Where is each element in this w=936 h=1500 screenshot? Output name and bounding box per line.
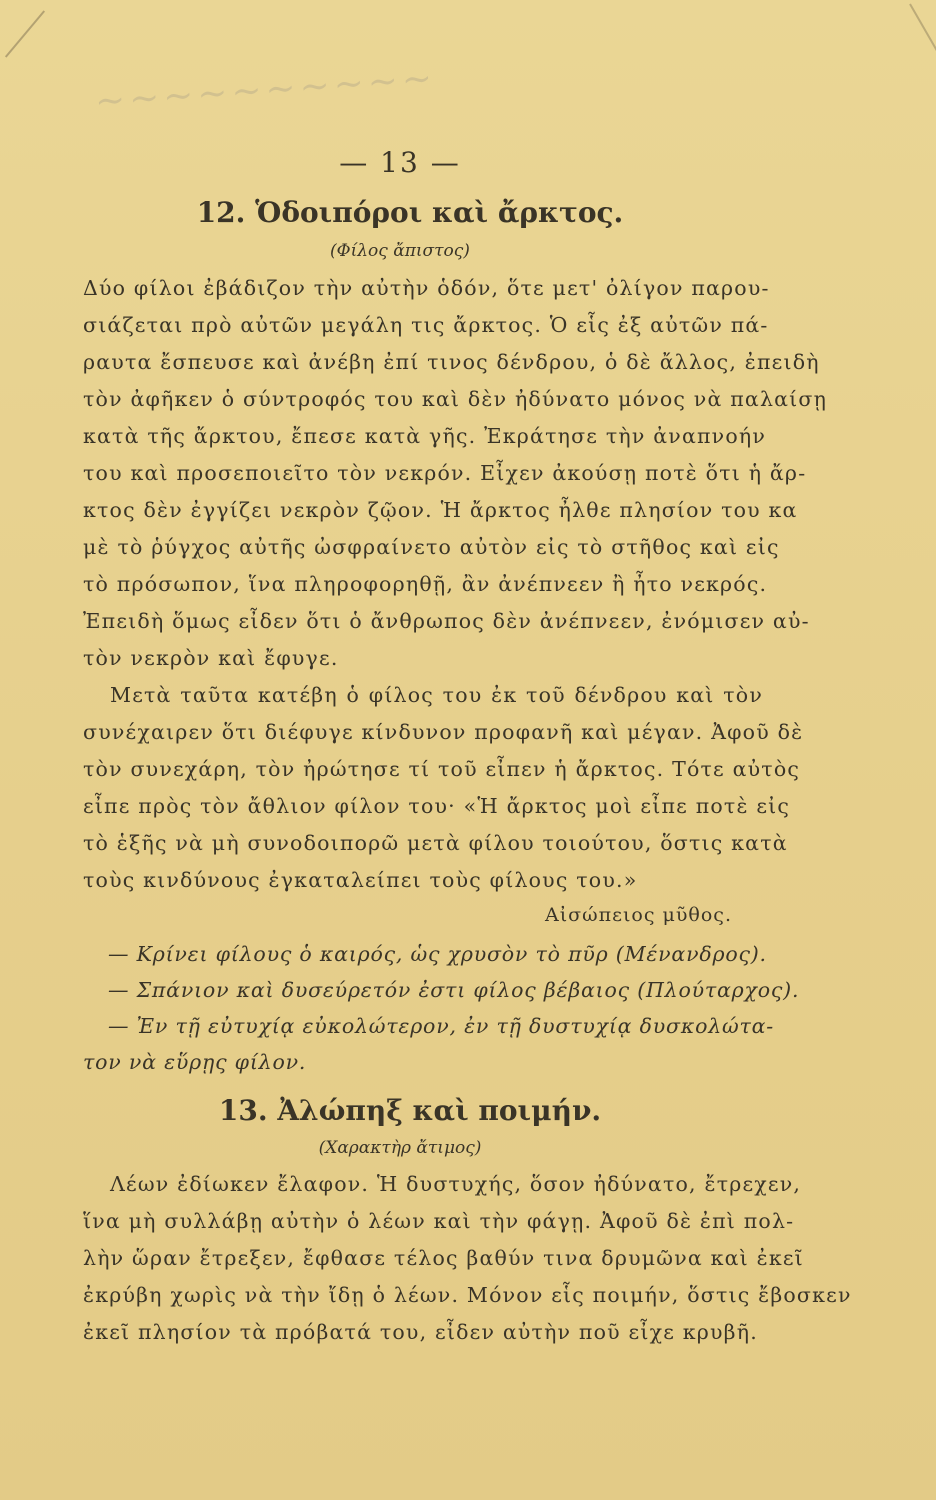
text-line: ἐκεῖ πλησίον τὰ πρόβατά του, εἶδεν αὐτὴν ποῦ εἶχε κρυβῆ.: [83, 1320, 758, 1344]
page-number: — 13 —: [339, 146, 461, 179]
text-line: ἵνα μὴ συλλάβῃ αὐτὴν ὁ λέων καὶ τὴν φάγῃ. Ἀφοῦ δὲ ἐπὶ πολ-: [83, 1209, 795, 1233]
text-line: Δύο φίλοι ἐβάδιζον τὴν αὐτὴν ὁδόν, ὅτε μετ' ὀλίγον παρου-: [83, 276, 770, 300]
text-line: μὲ τὸ ῥύγχος αὐτῆς ὠσφραίνετο αὐτὸν εἰς τὸ στῆθος καὶ εἰς: [83, 535, 780, 559]
text-line: ἐκρύβη χωρὶς νὰ τὴν ἴδῃ ὁ λέων. Μόνον εἷς ποιμήν, ὅστις ἔβοσκεν: [83, 1283, 852, 1307]
faded-pencil-scribble: ~~~~~~~~~~: [93, 57, 438, 123]
text-line: Ἐπειδὴ ὅμως εἶδεν ὅτι ὁ ἄνθρωπος δὲν ἀνέπνεεν, ἐνόμισεν αὐ-: [83, 609, 810, 633]
section-13-title: 13. Ἀλώπηξ καὶ ποιμήν.: [218, 1094, 602, 1127]
text-line: τὸν συνεχάρη, τὸν ἠρώτησε τί τοῦ εἶπεν ἡ ἄρκτος. Τότε αὐτὸς: [83, 757, 801, 781]
text-line: τὸ ἑξῆς νὰ μὴ συνοδοιπορῶ μετὰ φίλου τοιούτου, ὅστις κατὰ: [83, 831, 788, 855]
page-edge-mark: [5, 10, 45, 57]
text-line: τὸν νεκρὸν καὶ ἔφυγε.: [83, 646, 339, 670]
page-edge-mark: [909, 4, 936, 57]
text-line: κατὰ τῆς ἄρκτου, ἔπεσε κατὰ γῆς. Ἐκράτησε τὴν ἀναπνοήν: [83, 424, 767, 448]
text-line: του καὶ προσεποιεῖτο τὸν νεκρόν. Εἶχεν ἀκούσῃ ποτὲ ὅτι ἡ ἄρ-: [83, 461, 807, 485]
text-line: τὸν ἀφῆκεν ὁ σύντροφός του καὶ δὲν ἠδύνατο μόνος νὰ παλαίσῃ: [83, 387, 828, 411]
quote-line: — Σπάνιον καὶ δυσεύρετόν ἐστι φίλος βέβαιος (Πλούταρχος).: [108, 978, 800, 1002]
text-line: Λέων ἐδίωκεν ἔλαφον. Ἡ δυστυχής, ὅσον ἠδύνατο, ἔτρεχεν,: [110, 1172, 802, 1196]
text-line: συνέχαιρεν ὅτι διέφυγε κίνδυνον προφανῆ καὶ μέγαν. Ἀφοῦ δὲ: [83, 720, 804, 744]
quote-line: τον νὰ εὕρῃς φίλον.: [83, 1050, 307, 1074]
section-13-subtitle: (Χαρακτὴρ ἄτιμος): [318, 1138, 482, 1158]
text-line: κτος δὲν ἐγγίζει νεκρὸν ζῷον. Ἡ ἄρκτος ἦλθε πλησίον του κα: [83, 498, 798, 522]
section-12-title: 12. Ὁδοιπόροι καὶ ἄρκτος.: [196, 196, 624, 229]
quote-line: — Ἐν τῇ εὐτυχίᾳ εὐκολώτερον, ἐν τῇ δυστυχίᾳ δυσκολώτα-: [108, 1014, 775, 1038]
text-line: εἶπε πρὸς τὸν ἄθλιον φίλον του· «Ἡ ἄρκτος μοὶ εἶπε ποτὲ εἰς: [83, 794, 791, 818]
quote-line: — Κρίνει φίλους ὁ καιρός, ὡς χρυσὸν τὸ πῦρ (Μένανδρος).: [108, 942, 767, 966]
text-line: τοὺς κινδύνους ἐγκαταλείπει τοὺς φίλους του.»: [83, 868, 638, 892]
text-line: τὸ πρόσωπον, ἵνα πληροφορηθῇ, ἂν ἀνέπνεεν ἢ ἦτο νεκρός.: [83, 572, 768, 596]
text-line: σιάζεται πρὸ αὐτῶν μεγάλη τις ἄρκτος. Ὁ εἷς ἐξ αὐτῶν πά-: [83, 313, 769, 337]
attribution: Αἰσώπειος μῦθος.: [545, 904, 732, 926]
text-line: ραυτα ἔσπευσε καὶ ἀνέβη ἐπί τινος δένδρου, ὁ δὲ ἄλλος, ἐπειδὴ: [83, 350, 820, 374]
text-line: λὴν ὥραν ἔτρεξεν, ἔφθασε τέλος βαθύν τινα δρυμῶνα καὶ ἐκεῖ: [83, 1246, 804, 1270]
text-line: Μετὰ ταῦτα κατέβη ὁ φίλος του ἐκ τοῦ δένδρου καὶ τὸν: [110, 683, 763, 707]
section-12-subtitle: (Φίλος ἄπιστος): [330, 241, 470, 261]
